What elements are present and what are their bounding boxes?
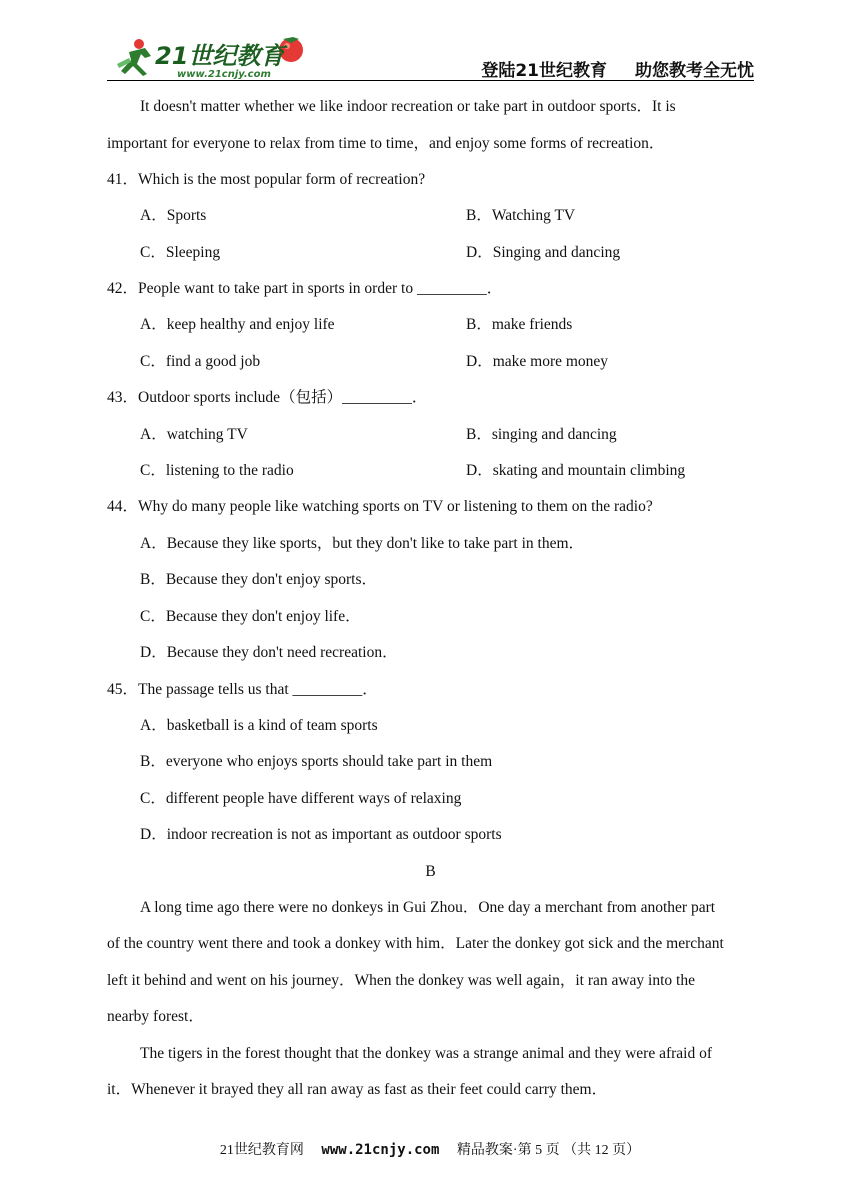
intro-line-1: It doesn't matter whether we like indoor recreation or take part in outdoor sports．It is — [140, 98, 676, 115]
passage-b-p1-line-4: nearby forest． — [107, 1008, 204, 1025]
slogan-login: 登陆21世纪教育 — [481, 61, 607, 81]
runner-icon — [117, 39, 151, 76]
page-header — [107, 30, 754, 82]
page-footer — [0, 1139, 860, 1159]
question-43: 43．Outdoor sports include（包括）_________． — [107, 389, 428, 406]
q42-option-b: B．make friends — [466, 316, 573, 333]
q44-option-a: A．Because they like sports，but they don't like to take part in them． — [140, 535, 585, 552]
q43-option-d: D．skating and mountain climbing — [466, 462, 686, 479]
q45-option-a: A．basketball is a kind of team sports — [140, 717, 378, 734]
intro-line-2: important for everyone to relax from time to time，and enjoy some forms of recreation． — [107, 135, 665, 152]
q45-option-d: D．indoor recreation is not as important as outdoor sports — [140, 826, 502, 843]
q42-option-a: A．keep healthy and enjoy life — [140, 316, 335, 333]
q45-option-b: B．everyone who enjoys sports should take part in them — [140, 753, 493, 770]
q43-option-c: C．listening to the radio — [140, 462, 294, 479]
header-slogan — [453, 56, 754, 81]
q41-option-a: A．Sports — [140, 207, 207, 224]
footer-site-url[interactable]: www.21cnjy.com — [321, 1142, 440, 1158]
q41-option-c: C．Sleeping — [140, 244, 221, 261]
logo — [115, 34, 315, 80]
logo-text: 21世纪教育 — [155, 42, 285, 70]
passage-b-p2-line-2: it．Whenever it brayed they all ran away as fast as their feet could carry them． — [107, 1081, 608, 1098]
q44-option-d: D．Because they don't need recreation． — [140, 644, 398, 661]
q41-option-d: D．Singing and dancing — [466, 244, 621, 261]
q45-option-c: C．different people have different ways of relaxing — [140, 790, 462, 807]
question-42: 42．People want to take part in sports in order to _________． — [107, 280, 503, 297]
footer-site-name: 21世纪教育网 — [219, 1143, 304, 1158]
passage-b-p1-line-2: of the country went there and took a donkey with him．Later the donkey got sick and the merchant — [107, 935, 724, 952]
logo-url: www.21cnjy.com — [177, 69, 271, 80]
question-45: 45．The passage tells us that _________． — [107, 681, 378, 698]
slogan-help: 助您教考全无忧 — [635, 61, 754, 81]
passage-b-p1-line-1: A long time ago there were no donkeys in Gui Zhou．One day a merchant from another part — [140, 899, 716, 916]
q41-option-b: B．Watching TV — [466, 207, 576, 224]
q43-option-b: B．singing and dancing — [466, 426, 617, 443]
footer-page-info: 精品教案·第 5 页 （共 12 页） — [456, 1143, 641, 1158]
header-divider — [107, 80, 754, 81]
q44-option-c: C．Because they don't enjoy life． — [140, 608, 361, 625]
q43-option-a: A．watching TV — [140, 426, 248, 443]
q44-option-b: B．Because they don't enjoy sports． — [140, 571, 377, 588]
question-44: 44．Why do many people like watching sports on TV or listening to them on the radio? — [107, 498, 653, 515]
passage-b-p2-line-1: The tigers in the forest thought that the donkey was a strange animal and they were afraid of — [140, 1045, 713, 1062]
q42-option-d: D．make more money — [466, 353, 609, 370]
question-41: 41．Which is the most popular form of recreation? — [107, 171, 426, 188]
section-b-heading: B — [425, 863, 436, 880]
passage-b-p1-line-3: left it behind and went on his journey．When the donkey was well again，it ran away into the — [107, 972, 695, 989]
q42-option-c: C．find a good job — [140, 353, 261, 370]
